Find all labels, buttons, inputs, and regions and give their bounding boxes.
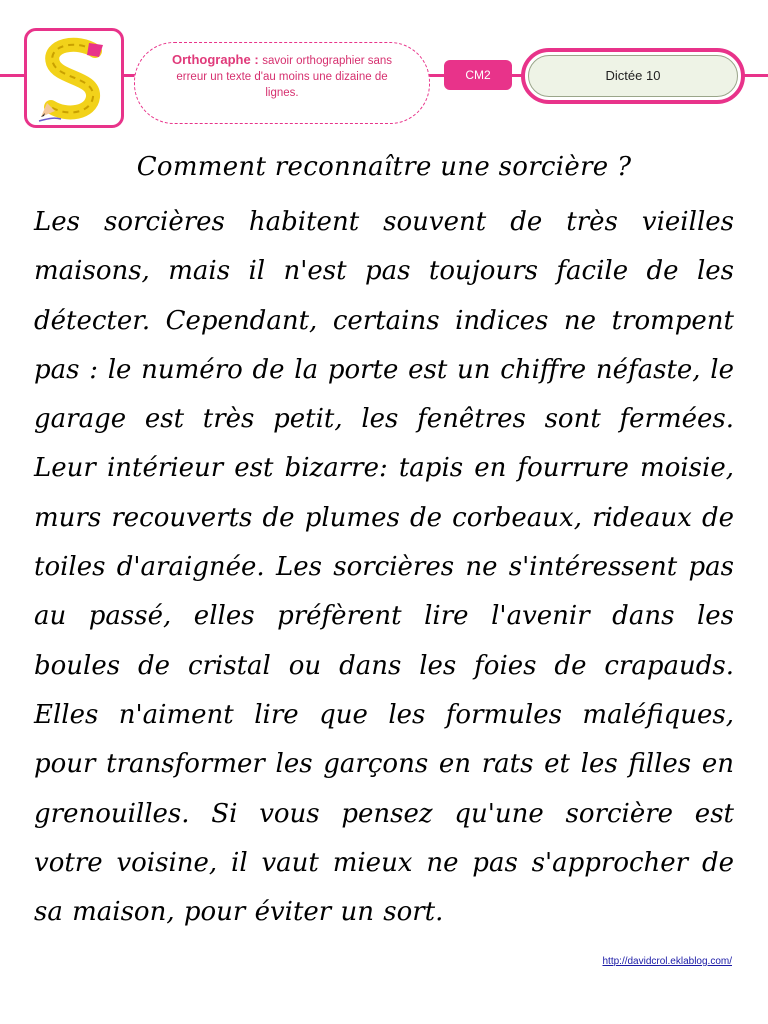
letter-s-pencil-icon xyxy=(37,37,113,123)
dictation-title-box xyxy=(521,48,745,104)
subject-separator: : xyxy=(250,52,263,67)
dictation-number: Dictée 10 xyxy=(528,55,738,97)
subject-label: Orthographe xyxy=(171,52,251,67)
text-title: Comment reconnaître une sorcière ? xyxy=(136,152,632,182)
footer-link[interactable]: http://davidcrol.eklablog.com/ xyxy=(602,956,732,967)
objective-box xyxy=(134,42,430,124)
logo xyxy=(24,28,124,128)
level-badge: CM2 xyxy=(444,60,512,90)
text-body: Les sorcières habitent souvent de très vieilles maisons, mais il n'est pas toujours facile de les détecter. Cependant, certains indices ne trompent pas : le numéro de la porte est un chiffre néfaste, le garage est très petit, les fenêtres sont fermées. Leur intérieur est bizarre: tapis en fourrure moisie, murs recouverts de plumes de corbeaux, rideaux de toiles d'araignée. Les sorcières ne s'intéressent pas au passé, elles préfèrent lire l'avenir dans les boules de cristal ou dans les foies de crapauds. Elles n'aiment lire que les formules maléfiques, pour transformer les garçons en rats et les filles en grenouilles. Si vous pensez qu'une sorcière est votre voisine, il vaut mieux ne pas s'approcher de sa maison, pour éviter un sort. xyxy=(34,207,734,928)
objective-text: savoir orthographier sans erreur un texte d'au moins une dizaine de lignes. xyxy=(176,55,393,99)
